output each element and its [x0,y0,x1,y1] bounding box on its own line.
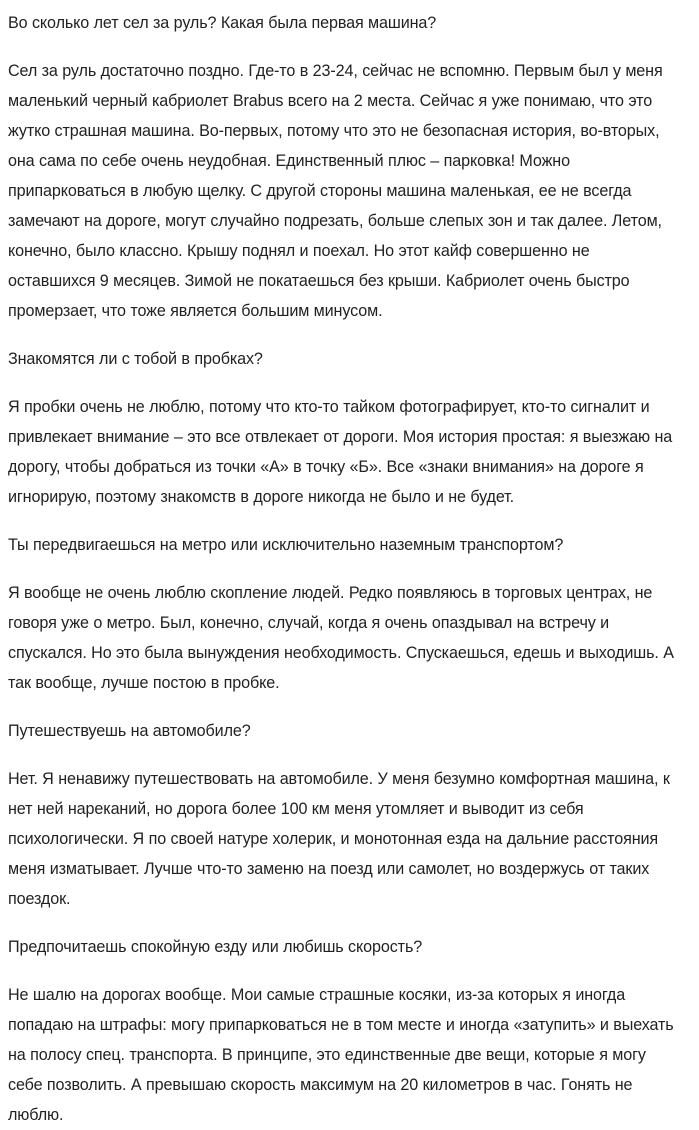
interview-answer: Не шалю на дорогах вообще. Мои самые страшные косяки, из-за которых я иногда попадаю на штрафы: могу припарковаться не в том месте и иногда «затупить» и выехать на полосу спец. транспорта. В принципе, это единственные две вещи, которые я могу себе позволить. А превышаю скорость максимум на 20 километров в час. Гонять не люблю. [8,986,674,1124]
interview-question: Предпочитаешь спокойную езду или любишь скорость? [8,938,423,956]
interview-question: Путешествуешь на автомобиле? [8,722,251,740]
interview-question: Знакомятся ли с тобой в пробках? [8,350,263,368]
interview-question: Ты передвигаешься на метро или исключительно наземным транспортом? [8,536,564,554]
interview-answer: Я пробки очень не люблю, потому что кто-то тайком фотографирует, кто-то сигналит и привлекает внимание – это все отвлекает от дороги. Моя история простая: я выезжаю на дорогу, чтобы добраться из точки «А» в точку «Б». Все «знаки внимания» на дороге я игнорирую, поэтому знакомств в дороге никогда не было и не будет. [8,398,673,506]
interview-answer: Нет. Я ненавижу путешествовать на автомобиле. У меня безумно комфортная машина, к нет ней нареканий, но дорога более 100 км меня утомляет и выводит из себя психологически. Я по своей натуре холерик, и монотонная езда на дальние расстояния меня изматывает. Лучше что-то заменю на поезд или самолет, но воздержусь от таких поездок. [8,770,670,908]
interview-answer: Я вообще не очень люблю скопление людей. Редко появляюсь в торговых центрах, не говоря уже о метро. Был, конечно, случай, когда я очень опаздывал на встречу и спускался. Но это была вынуждения необходимость. Спускаешься, едешь и выходишь. А так вообще, лучше постою в пробке. [8,584,674,692]
interview-answer: Сел за руль достаточно поздно. Где-то в 23-24, сейчас не вспомню. Первым был у меня маленький черный кабриолет Brabus всего на 2 места. Сейчас я уже понимаю, что это жутко страшная машина. Во-первых, потому что это не безопасная история, во-вторых, она сама по себе очень неудобная. Единственный плюс – парковка! Можно припарковаться в любую щелку. С другой стороны машина маленькая, ее не всегда замечают на дороге, могут случайно подрезать, больше слепых зон и так далее. Летом, конечно, было классно. Крышу поднял и поехал. Но этот кайф совершенно не оставшихся 9 месяцев. Зимой не покатаешься без крыши. Кабриолет очень быстро промерзает, что тоже является большим минусом. [8,62,663,320]
interview-question: Во сколько лет сел за руль? Какая была первая машина? [8,14,437,32]
